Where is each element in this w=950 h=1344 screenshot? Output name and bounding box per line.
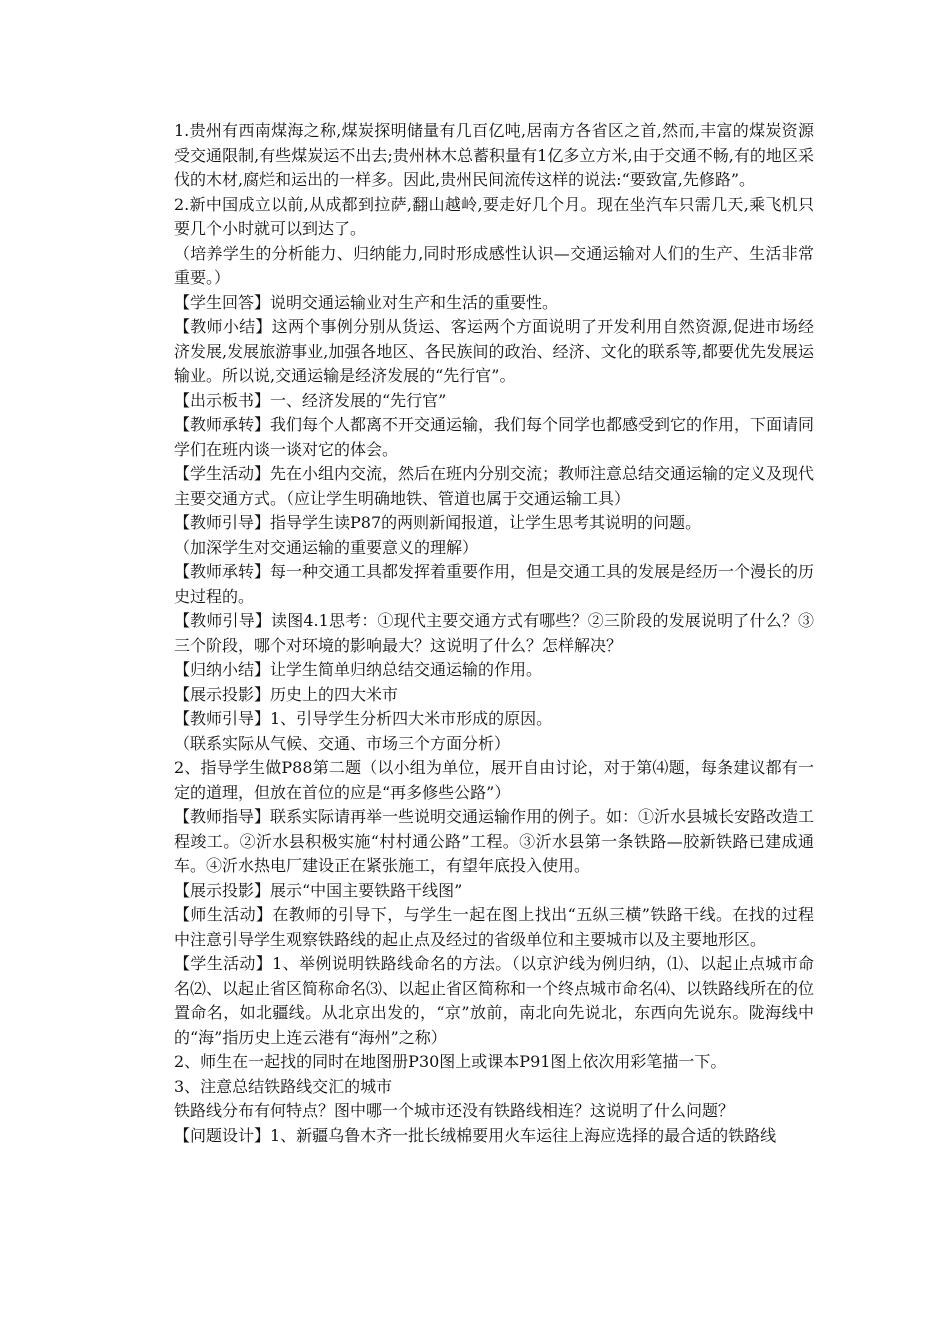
paragraph: 【归纳小结】让学生简单归纳总结交通运输的作用。 — [174, 660, 543, 679]
paragraph: 2、师生在一起找的同时在地图册P30图上或课本P91图上依次用彩笔描一下。 — [174, 1052, 727, 1071]
paragraph: （联系实际从气候、交通、市场三个方面分析） — [174, 733, 511, 753]
paragraph: 【学生活动】先在小组内交流，然后在班内分别交流；教师注意总结交通运输的定义及现代主要交通方式。（应让学生明确地铁、管道也属于交通运输工具） — [174, 464, 815, 508]
paragraph: 【教师引导】1、引导学生分析四大米市形成的原因。 — [174, 709, 553, 728]
paragraph: 【展示投影】历史上的四大米市 — [174, 684, 399, 704]
paragraph: 【学生回答】说明交通运输业对生产和生活的重要性。 — [174, 292, 559, 312]
paragraph: 【教师承转】每一种交通工具都发挥着重要作用，但是交通工具的发展是经历一个漫长的历史过程的。 — [174, 562, 815, 606]
paragraph: 【学生活动】1、举例说明铁路线命名的方法。（以京沪线为例归纳，⑴、以起止点城市命名⑵、以起止省区简称命名⑶、以起止省区简称和一个终点城市命名⑷、以铁路线所在的位置命名，如北疆线。从北京出发的，“京”放前，南北向先说北，东西向先说东。陇海线中的“海”指历史上连云港有“海州”之称） — [174, 954, 815, 1047]
paragraph: 【教师承转】我们每个人都离不开交通运输，我们每个同学也都感受到它的作用，下面请同学们在班内谈一谈对它的体会。 — [174, 415, 815, 459]
paragraph: 【教师引导】读图4.1思考：①现代主要交通方式有哪些？②三阶段的发展说明了什么？③三个阶段，哪个对环境的影响最大？这说明了什么？怎样解决？ — [174, 611, 814, 655]
paragraph: 【教师指导】联系实际请再举一些说明交通运输作用的例子。如：①沂水县城长安路改造工程竣工。②沂水县积极实施“村村通公路”工程。③沂水县第一条铁路—胶新铁路已建成通车。④沂水热电厂建设正在紧张施工，有望年底投入使用。 — [174, 807, 815, 875]
paragraph: （加深学生对交通运输的重要意义的理解） — [174, 537, 479, 557]
paragraph: 3、注意总结铁路线交汇的城市 — [174, 1076, 393, 1096]
paragraph: 【教师小结】这两个事例分别从货运、客运两个方面说明了开发利用自然资源,促进市场经济发展,发展旅游事业,加强各地区、各民族间的政治、经济、文化的联系等,都要优先发展运输业。所以说,交通运输是经济发展的“先行官”。 — [174, 317, 814, 385]
paragraph: 【教师引导】指导学生读P87的两则新闻报道，让学生思考其说明的问题。 — [174, 513, 702, 532]
paragraph: 铁路线分布有何特点？图中哪一个城市还没有铁路线相连？这说明了什么问题？ — [174, 1101, 735, 1120]
paragraph: （培养学生的分析能力、归纳能力,同时形成感性认识—交通运输对人们的生产、生活非常重要。） — [174, 243, 814, 287]
paragraph: 2.新中国成立以前,从成都到拉萨,翻山越岭,要走好几个月。现在坐汽车只需几天,乘飞机只要几个小时就可以到达了。 — [174, 194, 814, 238]
document-body — [174, 119, 814, 1148]
paragraph: 【师生活动】在教师的引导下，与学生一起在图上找出“五纵三横”铁路干线。在找的过程中注意引导学生观察铁路线的起止点及经过的省级单位和主要城市以及主要地形区。 — [174, 905, 814, 949]
paragraph: 2、指导学生做P88第二题（以小组为单位，展开自由讨论，对于第⑷题，每条建议都有一定的道理，但放在首位的应是“再多修些公路”） — [174, 758, 814, 802]
paragraph: 1.贵州有西南煤海之称,煤炭探明储量有几百亿吨,居南方各省区之首,然而,丰富的煤炭资源受交通限制,有些煤炭运不出去;贵州林木总蓄积量有1亿多立方米,由于交通不畅,有的地区采伐的木材,腐烂和运出的一样多。因此,贵州民间流传这样的说法:“要致富,先修路”。 — [174, 121, 814, 189]
paragraph: 【出示板书】一、经济发展的“先行官” — [174, 390, 447, 410]
paragraph: 【展示投影】展示“中国主要铁路干线图” — [174, 880, 463, 900]
paragraph: 【问题设计】1、新疆乌鲁木齐一批长绒棉要用火车运往上海应选择的最合适的铁路线 — [174, 1125, 777, 1145]
